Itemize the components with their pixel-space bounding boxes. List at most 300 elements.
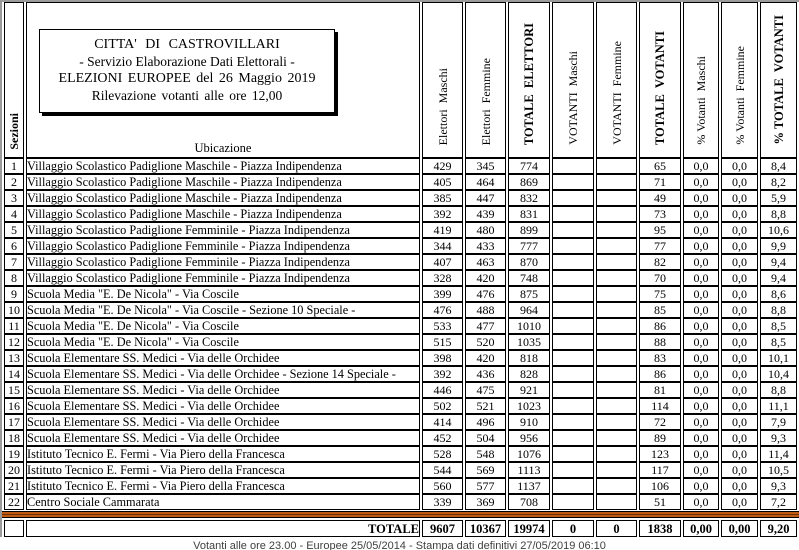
cell-voters-female xyxy=(596,270,637,286)
cell-pct-voters-male: 0,0 xyxy=(683,382,719,398)
row-location: Scuola Media "E. De Nicola" - Via Coscile xyxy=(26,318,420,334)
row-number: 4 xyxy=(4,206,24,222)
cell-pct-voters-female: 0,0 xyxy=(721,318,758,334)
cell-pct-voters-total: 8,2 xyxy=(760,174,797,190)
cell-voters-total: 89 xyxy=(639,430,681,446)
row-number: 10 xyxy=(4,302,24,318)
cell-pct-voters-total: 10,1 xyxy=(760,350,797,366)
cell-pct-voters-female: 0,0 xyxy=(721,430,758,446)
report-title-election: ELEZIONI EUROPEE del 26 Maggio 2019 xyxy=(58,71,316,86)
cell-pct-voters-female: 0,0 xyxy=(721,238,758,254)
ubicazione-label: Ubicazione xyxy=(194,141,252,155)
cell-pct-voters-female: 0,0 xyxy=(721,222,758,238)
table-row xyxy=(4,238,797,254)
report-title-box xyxy=(39,29,335,113)
cell-voters-female xyxy=(596,398,637,414)
cell-electors-male: 398 xyxy=(422,350,463,366)
table-row xyxy=(4,302,797,318)
cell-pct-voters-male: 0,0 xyxy=(683,446,719,462)
cell-voters-total: 51 xyxy=(639,494,681,510)
cell-electors-female: 369 xyxy=(465,494,506,510)
cell-pct-voters-female: 0,0 xyxy=(721,462,758,478)
cell-electors-total: 1023 xyxy=(508,398,550,414)
total-pct-voters: 9,20 xyxy=(760,520,797,537)
cell-voters-female xyxy=(596,190,637,206)
cell-voters-female xyxy=(596,478,637,494)
cell-electors-male: 385 xyxy=(422,190,463,206)
cell-voters-total: 49 xyxy=(639,190,681,206)
cell-voters-total: 86 xyxy=(639,318,681,334)
cell-voters-total: 70 xyxy=(639,270,681,286)
cell-pct-voters-male: 0,0 xyxy=(683,398,719,414)
cell-pct-voters-total: 9,3 xyxy=(760,478,797,494)
pct-totale-votanti-label: % TOTALE VOTANTI xyxy=(771,15,786,145)
row-location: Villaggio Scolastico Padiglione Maschile - Piazza Indipendenza xyxy=(26,190,420,206)
cell-pct-voters-female: 0,0 xyxy=(721,190,758,206)
cell-pct-voters-female: 0,0 xyxy=(721,206,758,222)
cell-pct-voters-total: 11,4 xyxy=(760,446,797,462)
cell-voters-male xyxy=(552,446,594,462)
cell-voters-male xyxy=(552,366,594,382)
cell-electors-male: 476 xyxy=(422,302,463,318)
row-location: Scuola Elementare SS. Medici - Via delle Orchidee xyxy=(26,382,420,398)
table-row xyxy=(4,190,797,206)
cell-pct-voters-male: 0,0 xyxy=(683,190,719,206)
cell-electors-female: 463 xyxy=(465,254,506,270)
cell-electors-male: 560 xyxy=(422,478,463,494)
table-row xyxy=(4,494,797,510)
cell-electors-female: 548 xyxy=(465,446,506,462)
cell-pct-voters-female: 0,0 xyxy=(721,446,758,462)
total-voters: 1838 xyxy=(639,520,681,537)
cell-voters-total: 83 xyxy=(639,350,681,366)
cell-voters-total: 85 xyxy=(639,302,681,318)
column-header-totale-elettori xyxy=(508,2,550,158)
cell-pct-voters-total: 9,9 xyxy=(760,238,797,254)
cell-electors-total: 818 xyxy=(508,350,550,366)
row-number: 8 xyxy=(4,270,24,286)
cell-pct-voters-male: 0,0 xyxy=(683,158,719,174)
pct-votanti-maschi-label: % Votanti Maschi xyxy=(694,56,708,145)
cell-electors-male: 446 xyxy=(422,382,463,398)
row-location: Villaggio Scolastico Padiglione Femminile - Piazza Indipendenza xyxy=(26,238,420,254)
cell-voters-male xyxy=(552,382,594,398)
total-separator-bar xyxy=(2,511,799,518)
row-number: 20 xyxy=(4,462,24,478)
voters-table xyxy=(2,2,799,510)
cell-voters-male xyxy=(552,286,594,302)
table-row xyxy=(4,446,797,462)
row-number: 6 xyxy=(4,238,24,254)
table-row xyxy=(4,254,797,270)
table-row xyxy=(4,222,797,238)
cell-pct-voters-male: 0,0 xyxy=(683,270,719,286)
column-header-votanti-maschi xyxy=(552,2,594,158)
cell-electors-male: 392 xyxy=(422,206,463,222)
row-number: 5 xyxy=(4,222,24,238)
print-footer-text: Votanti alle ore 23.00 - Europee 25/05/2014 - Stampa dati definitivi 27/05/2019 06:10 xyxy=(193,540,606,550)
row-number: 3 xyxy=(4,190,24,206)
cell-electors-female: 476 xyxy=(465,286,506,302)
cell-voters-male xyxy=(552,494,594,510)
cell-voters-female xyxy=(596,318,637,334)
cell-electors-female: 436 xyxy=(465,366,506,382)
column-header-sezioni xyxy=(4,2,24,158)
cell-electors-total: 870 xyxy=(508,254,550,270)
cell-electors-female: 475 xyxy=(465,382,506,398)
cell-electors-male: 328 xyxy=(422,270,463,286)
row-location: Scuola Media "E. De Nicola" - Via Coscile xyxy=(26,286,420,302)
pct-votanti-femmine-label: % Votanti Femmine xyxy=(732,46,747,145)
cell-pct-voters-total: 9,4 xyxy=(760,270,797,286)
cell-electors-total: 869 xyxy=(508,174,550,190)
cell-voters-male xyxy=(552,430,594,446)
cell-electors-male: 399 xyxy=(422,286,463,302)
cell-voters-female xyxy=(596,494,637,510)
cell-voters-male xyxy=(552,462,594,478)
row-location: Scuola Elementare SS. Medici - Via delle Orchidee xyxy=(26,414,420,430)
cell-electors-female: 345 xyxy=(465,158,506,174)
cell-electors-female: 480 xyxy=(465,222,506,238)
column-header-totale-votanti xyxy=(639,2,681,158)
cell-electors-female: 488 xyxy=(465,302,506,318)
cell-electors-female: 504 xyxy=(465,430,506,446)
row-number: 16 xyxy=(4,398,24,414)
cell-electors-female: 433 xyxy=(465,238,506,254)
row-number: 14 xyxy=(4,366,24,382)
total-voters-male: 0 xyxy=(552,520,594,537)
cell-voters-male xyxy=(552,238,594,254)
cell-voters-male xyxy=(552,398,594,414)
row-location: Istituto Tecnico E. Fermi - Via Piero della Francesca xyxy=(26,462,420,478)
total-table xyxy=(2,520,799,537)
cell-pct-voters-male: 0,0 xyxy=(683,366,719,382)
table-row xyxy=(4,366,797,382)
total-label: TOTALE xyxy=(26,520,420,537)
table-row xyxy=(4,414,797,430)
cell-pct-voters-total: 9,4 xyxy=(760,254,797,270)
cell-pct-voters-total: 10,4 xyxy=(760,366,797,382)
cell-electors-total: 956 xyxy=(508,430,550,446)
column-header-pct-votanti-maschi xyxy=(683,2,719,158)
cell-pct-voters-total: 10,6 xyxy=(760,222,797,238)
column-header-ubicazione xyxy=(26,2,420,158)
cell-pct-voters-male: 0,0 xyxy=(683,174,719,190)
cell-voters-total: 75 xyxy=(639,286,681,302)
cell-pct-voters-total: 7,9 xyxy=(760,414,797,430)
cell-electors-female: 496 xyxy=(465,414,506,430)
cell-voters-female xyxy=(596,334,637,350)
cell-electors-male: 452 xyxy=(422,430,463,446)
total-pct-voters-female: 0,00 xyxy=(721,520,758,537)
cell-voters-male xyxy=(552,414,594,430)
sezioni-label: Sezioni xyxy=(7,113,21,150)
cell-voters-female xyxy=(596,254,637,270)
row-number: 19 xyxy=(4,446,24,462)
cell-electors-male: 544 xyxy=(422,462,463,478)
column-header-elettori-maschi xyxy=(422,2,463,158)
cell-electors-total: 921 xyxy=(508,382,550,398)
cell-pct-voters-female: 0,0 xyxy=(721,398,758,414)
row-number: 2 xyxy=(4,174,24,190)
cell-voters-male xyxy=(552,222,594,238)
cell-pct-voters-male: 0,0 xyxy=(683,254,719,270)
table-row xyxy=(4,462,797,478)
cell-voters-female xyxy=(596,174,637,190)
column-header-pct-totale-votanti xyxy=(760,2,797,158)
cell-electors-total: 1076 xyxy=(508,446,550,462)
cell-electors-male: 414 xyxy=(422,414,463,430)
row-number: 18 xyxy=(4,430,24,446)
total-electors: 19974 xyxy=(508,520,550,537)
cell-voters-male xyxy=(552,190,594,206)
cell-pct-voters-total: 8,8 xyxy=(760,206,797,222)
cell-voters-total: 73 xyxy=(639,206,681,222)
table-row xyxy=(4,318,797,334)
cell-electors-total: 1137 xyxy=(508,478,550,494)
table-row xyxy=(4,270,797,286)
cell-electors-total: 748 xyxy=(508,270,550,286)
cell-electors-male: 339 xyxy=(422,494,463,510)
report-title-service: - Servizio Elaborazione Dati Elettorali - xyxy=(79,54,295,69)
cell-pct-voters-female: 0,0 xyxy=(721,366,758,382)
cell-electors-total: 875 xyxy=(508,286,550,302)
row-number: 15 xyxy=(4,382,24,398)
row-location: Scuola Media "E. De Nicola" - Via Coscile - Sezione 10 Speciale - xyxy=(26,302,420,318)
cell-pct-voters-female: 0,0 xyxy=(721,270,758,286)
report-title-survey-time: Rilevazione votanti alle ore 12,00 xyxy=(91,88,283,103)
cell-voters-male xyxy=(552,174,594,190)
cell-voters-female xyxy=(596,430,637,446)
table-row xyxy=(4,478,797,494)
row-location: Villaggio Scolastico Padiglione Femminile - Piazza Indipendenza xyxy=(26,222,420,238)
cell-voters-female xyxy=(596,206,637,222)
table-row xyxy=(4,350,797,366)
cell-electors-female: 521 xyxy=(465,398,506,414)
cell-electors-male: 515 xyxy=(422,334,463,350)
cell-pct-voters-total: 5,9 xyxy=(760,190,797,206)
cell-pct-voters-total: 8,5 xyxy=(760,318,797,334)
cell-pct-voters-female: 0,0 xyxy=(721,350,758,366)
table-header-row xyxy=(4,2,797,158)
column-header-elettori-femmine xyxy=(465,2,506,158)
row-location: Istituto Tecnico E. Fermi - Via Piero della Francesca xyxy=(26,478,420,494)
cell-voters-total: 106 xyxy=(639,478,681,494)
votanti-maschi-label: VOTANTI Maschi xyxy=(566,51,580,145)
table-row xyxy=(4,382,797,398)
cell-voters-total: 114 xyxy=(639,398,681,414)
cell-voters-female xyxy=(596,446,637,462)
cell-electors-female: 464 xyxy=(465,174,506,190)
cell-electors-total: 1010 xyxy=(508,318,550,334)
cell-pct-voters-male: 0,0 xyxy=(683,238,719,254)
cell-electors-total: 777 xyxy=(508,238,550,254)
cell-voters-male xyxy=(552,254,594,270)
cell-electors-total: 899 xyxy=(508,222,550,238)
cell-voters-total: 65 xyxy=(639,158,681,174)
cell-pct-voters-total: 10,5 xyxy=(760,462,797,478)
cell-pct-voters-male: 0,0 xyxy=(683,334,719,350)
cell-pct-voters-male: 0,0 xyxy=(683,494,719,510)
cell-electors-male: 533 xyxy=(422,318,463,334)
cell-voters-total: 86 xyxy=(639,366,681,382)
row-number: 7 xyxy=(4,254,24,270)
cell-electors-male: 392 xyxy=(422,366,463,382)
cell-electors-female: 577 xyxy=(465,478,506,494)
cell-pct-voters-total: 11,1 xyxy=(760,398,797,414)
table-row xyxy=(4,286,797,302)
cell-pct-voters-total: 8,4 xyxy=(760,158,797,174)
cell-voters-total: 117 xyxy=(639,462,681,478)
table-body xyxy=(4,158,797,510)
row-location: Scuola Elementare SS. Medici - Via delle Orchidee xyxy=(26,350,420,366)
cell-electors-male: 405 xyxy=(422,174,463,190)
totale-votanti-label: TOTALE VOTANTI xyxy=(653,30,667,145)
row-location: Scuola Elementare SS. Medici - Via delle Orchidee xyxy=(26,430,420,446)
cell-pct-voters-male: 0,0 xyxy=(683,478,719,494)
row-location: Villaggio Scolastico Padiglione Maschile - Piazza Indipendenza xyxy=(26,174,420,190)
cell-electors-total: 1113 xyxy=(508,462,550,478)
cell-pct-voters-female: 0,0 xyxy=(721,174,758,190)
cell-pct-voters-female: 0,0 xyxy=(721,254,758,270)
cell-voters-female xyxy=(596,414,637,430)
cell-electors-total: 832 xyxy=(508,190,550,206)
total-pct-voters-male: 0,00 xyxy=(683,520,719,537)
cell-electors-total: 1035 xyxy=(508,334,550,350)
cell-pct-voters-male: 0,0 xyxy=(683,206,719,222)
row-location: Villaggio Scolastico Padiglione Maschile - Piazza Indipendenza xyxy=(26,206,420,222)
cell-electors-female: 477 xyxy=(465,318,506,334)
report-title-city: CITTA' DI CASTROVILLARI xyxy=(94,37,280,52)
total-electors-male: 9607 xyxy=(422,520,463,537)
cell-pct-voters-total: 9,3 xyxy=(760,430,797,446)
cell-voters-female xyxy=(596,366,637,382)
cell-electors-female: 447 xyxy=(465,190,506,206)
row-location: Istituto Tecnico E. Fermi - Via Piero della Francesca xyxy=(26,446,420,462)
row-location: Scuola Media "E. De Nicola" - Via Coscile xyxy=(26,334,420,350)
cell-voters-male xyxy=(552,158,594,174)
elettori-maschi-label: Elettori Maschi xyxy=(435,67,450,145)
cell-pct-voters-male: 0,0 xyxy=(683,286,719,302)
votanti-femmine-label: VOTANTI Femmine xyxy=(609,41,624,145)
cell-voters-male xyxy=(552,478,594,494)
cell-voters-female xyxy=(596,302,637,318)
cell-voters-female xyxy=(596,158,637,174)
cell-electors-male: 429 xyxy=(422,158,463,174)
cell-pct-voters-female: 0,0 xyxy=(721,414,758,430)
cell-voters-male xyxy=(552,318,594,334)
cell-voters-male xyxy=(552,302,594,318)
cell-voters-total: 82 xyxy=(639,254,681,270)
cell-voters-total: 81 xyxy=(639,382,681,398)
totale-elettori-label: TOTALE ELETTORI xyxy=(522,22,536,145)
cell-electors-total: 831 xyxy=(508,206,550,222)
cell-pct-voters-total: 8,8 xyxy=(760,382,797,398)
total-row xyxy=(4,520,797,537)
cell-electors-total: 774 xyxy=(508,158,550,174)
cell-voters-female xyxy=(596,238,637,254)
cell-pct-voters-male: 0,0 xyxy=(683,430,719,446)
cell-electors-male: 419 xyxy=(422,222,463,238)
cell-pct-voters-female: 0,0 xyxy=(721,334,758,350)
cell-electors-male: 528 xyxy=(422,446,463,462)
cell-pct-voters-female: 0,0 xyxy=(721,286,758,302)
row-location: Scuola Elementare SS. Medici - Via delle Orchidee xyxy=(26,398,420,414)
cell-pct-voters-total: 8,6 xyxy=(760,286,797,302)
row-location: Scuola Elementare SS. Medici - Via delle Orchidee - Sezione 14 Speciale - xyxy=(26,366,420,382)
row-location: Villaggio Scolastico Padiglione Maschile - Piazza Indipendenza xyxy=(26,158,420,174)
row-location: Villaggio Scolastico Padiglione Femminile - Piazza Indipendenza xyxy=(26,270,420,286)
cell-electors-total: 708 xyxy=(508,494,550,510)
table-row xyxy=(4,334,797,350)
cell-voters-total: 71 xyxy=(639,174,681,190)
cell-electors-male: 407 xyxy=(422,254,463,270)
column-header-pct-votanti-femmine xyxy=(721,2,758,158)
cell-voters-female xyxy=(596,462,637,478)
cell-electors-female: 439 xyxy=(465,206,506,222)
cell-electors-female: 420 xyxy=(465,350,506,366)
cell-pct-voters-female: 0,0 xyxy=(721,158,758,174)
cell-voters-male xyxy=(552,270,594,286)
cell-voters-total: 95 xyxy=(639,222,681,238)
cell-pct-voters-total: 8,8 xyxy=(760,302,797,318)
cell-voters-male xyxy=(552,206,594,222)
cell-voters-total: 77 xyxy=(639,238,681,254)
table-row xyxy=(4,430,797,446)
table-row xyxy=(4,158,797,174)
row-number: 12 xyxy=(4,334,24,350)
cell-voters-female xyxy=(596,222,637,238)
cell-pct-voters-total: 7,2 xyxy=(760,494,797,510)
cell-electors-total: 964 xyxy=(508,302,550,318)
cell-electors-female: 569 xyxy=(465,462,506,478)
cell-electors-female: 520 xyxy=(465,334,506,350)
cell-pct-voters-total: 8,5 xyxy=(760,334,797,350)
cell-pct-voters-male: 0,0 xyxy=(683,414,719,430)
total-voters-female: 0 xyxy=(596,520,637,537)
cell-electors-total: 910 xyxy=(508,414,550,430)
cell-electors-female: 420 xyxy=(465,270,506,286)
cell-voters-male xyxy=(552,334,594,350)
cell-pct-voters-male: 0,0 xyxy=(683,222,719,238)
total-sezioni-empty-cell xyxy=(4,520,24,537)
column-header-votanti-femmine xyxy=(596,2,637,158)
cell-voters-male xyxy=(552,350,594,366)
row-number: 11 xyxy=(4,318,24,334)
cell-voters-total: 123 xyxy=(639,446,681,462)
cell-pct-voters-male: 0,0 xyxy=(683,302,719,318)
cell-pct-voters-female: 0,0 xyxy=(721,302,758,318)
cell-electors-male: 502 xyxy=(422,398,463,414)
cell-voters-total: 72 xyxy=(639,414,681,430)
cell-pct-voters-male: 0,0 xyxy=(683,318,719,334)
table-row xyxy=(4,174,797,190)
cell-pct-voters-female: 0,0 xyxy=(721,382,758,398)
row-number: 22 xyxy=(4,494,24,510)
table-row xyxy=(4,398,797,414)
cell-pct-voters-male: 0,0 xyxy=(683,350,719,366)
cell-pct-voters-male: 0,0 xyxy=(683,462,719,478)
cell-pct-voters-female: 0,0 xyxy=(721,494,758,510)
total-electors-female: 10367 xyxy=(465,520,506,537)
cell-voters-total: 88 xyxy=(639,334,681,350)
row-number: 21 xyxy=(4,478,24,494)
cell-voters-female xyxy=(596,286,637,302)
cell-voters-female xyxy=(596,382,637,398)
row-location: Villaggio Scolastico Padiglione Femminile - Piazza Indipendenza xyxy=(26,254,420,270)
cell-pct-voters-female: 0,0 xyxy=(721,478,758,494)
row-number: 1 xyxy=(4,158,24,174)
